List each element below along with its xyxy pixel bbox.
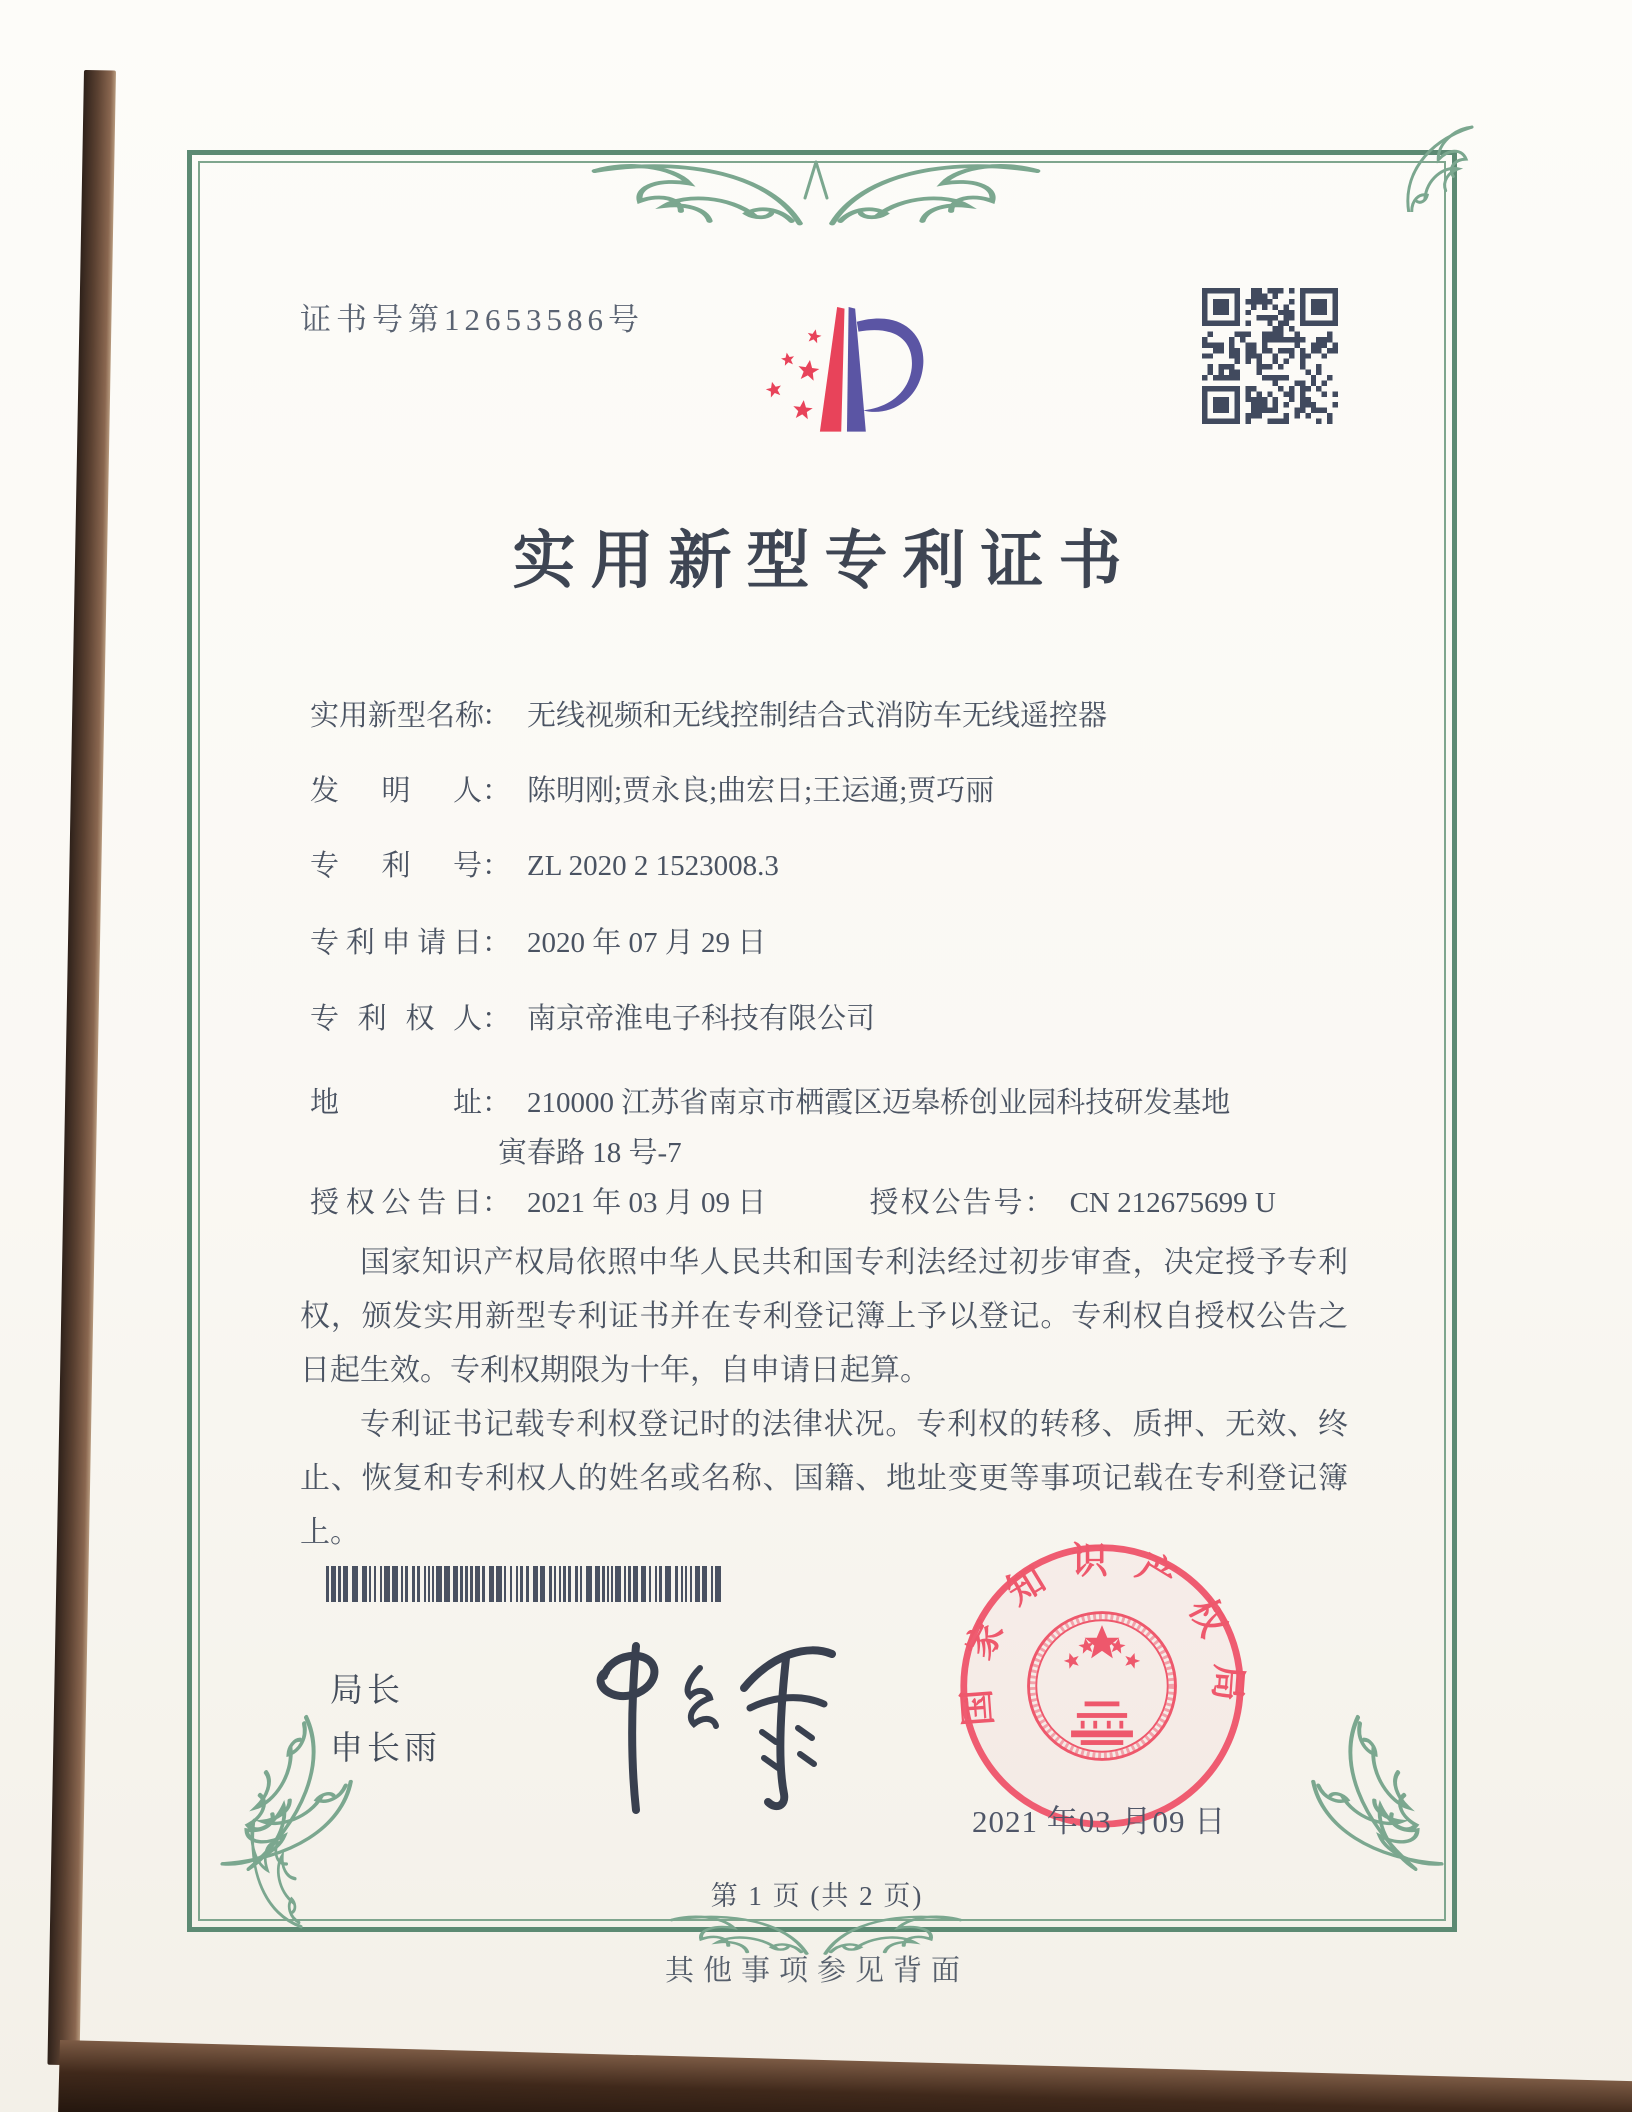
grant-row: 授权公告日： 2021 年 03 月 09 日 授权公告号： CN 212675699 U — [310, 1180, 1276, 1221]
certificate-title: 实用新型专利证书 — [512, 526, 1137, 596]
field-label: 实用新型名称 — [310, 700, 485, 732]
field-row: 发明人： 陈明刚;贾永良;曲宏日;王运通;贾巧丽 — [310, 768, 994, 809]
field-label: 地址 — [310, 1087, 482, 1119]
commissioner-title: 局长 — [330, 1671, 404, 1708]
field-label: 发明人 — [310, 775, 482, 807]
field-value: 2020 年 07 月 29 日 — [527, 927, 767, 959]
field-row: 地址： 210000 江苏省南京市栖霞区迈皋桥创业园科技研发基地 — [310, 1080, 1230, 1121]
field-value: CN 212675699 U — [1069, 1187, 1276, 1219]
ornament-top-right-icon — [1380, 112, 1500, 212]
field-value: 210000 江苏省南京市栖霞区迈皋桥创业园科技研发基地 — [527, 1087, 1231, 1119]
ornament-top-icon — [556, 128, 1076, 248]
barcode — [326, 1566, 726, 1607]
legal-paragraphs — [300, 1236, 1348, 1560]
commissioner-name: 申长雨 — [330, 1729, 441, 1766]
field-label: 专利号 — [310, 850, 482, 882]
field-row: 专利号： ZL 2020 2 1523008.3 — [310, 843, 779, 884]
field-row: 专利申请日： 2020 年 07 月 29 日 — [310, 920, 766, 961]
back-note: 其他事项参见背面 — [664, 1955, 969, 1987]
certificate-number: 证书号第12653586号 — [300, 302, 644, 337]
field-label: 专利权人 — [310, 1003, 482, 1035]
field-value: ZL 2020 2 1523008.3 — [527, 850, 779, 882]
cnipa-logo-icon — [742, 266, 947, 499]
paragraph-2: 专利证书记载专利权登记时的法律状况。专利权的转移、质押、无效、终止、恢复和专利权人的姓名或名称、国籍、地址变更等事项记载在专利登记簿上。 — [300, 1408, 1348, 1549]
field-label: 授权公告号 — [869, 1187, 1025, 1219]
commissioner-signature-icon — [540, 1624, 840, 1839]
grant-number-pair: 授权公告号： CN 212675699 U — [870, 1187, 1276, 1219]
field-row: 实用新型名称： 无线视频和无线控制结合式消防车无线遥控器 — [310, 693, 1107, 734]
field-label: 授权公告日 — [310, 1187, 482, 1219]
field-value: 南京帝淮电子科技有限公司 — [527, 1003, 876, 1035]
left-page-edge-shadow — [47, 70, 116, 2065]
field-label: 专利申请日 — [310, 927, 482, 959]
field-row: 专利权人： 南京帝淮电子科技有限公司 — [310, 996, 875, 1037]
field-value: 陈明刚;贾永良;曲宏日;王运通;贾巧丽 — [527, 775, 995, 807]
paragraph-1: 国家知识产权局依照中华人民共和国专利法经过初步审查，决定授予专利权，颁发实用新型专利证书并在专利登记簿上予以登记。专利权自授权公告之日起生效。专利权期限为十年，自申请日起算。 — [300, 1246, 1348, 1387]
address-line-2: 寅春路 18 号-7 — [498, 1137, 682, 1169]
field-value: 2021 年 03 月 09 日 — [527, 1187, 767, 1219]
qr-code — [1202, 288, 1338, 424]
bottom-page-edge-shadow — [58, 2040, 1632, 2112]
field-value: 无线视频和无线控制结合式消防车无线遥控器 — [527, 700, 1108, 732]
seal-ring-text: 国家知识产权局 — [957, 1541, 1247, 1728]
page-number: 第 1 页 (共 2 页) — [710, 1881, 924, 1911]
official-seal-icon — [957, 1541, 1247, 1831]
seal-date: 2021 年03 月09 日 — [972, 1804, 1227, 1839]
